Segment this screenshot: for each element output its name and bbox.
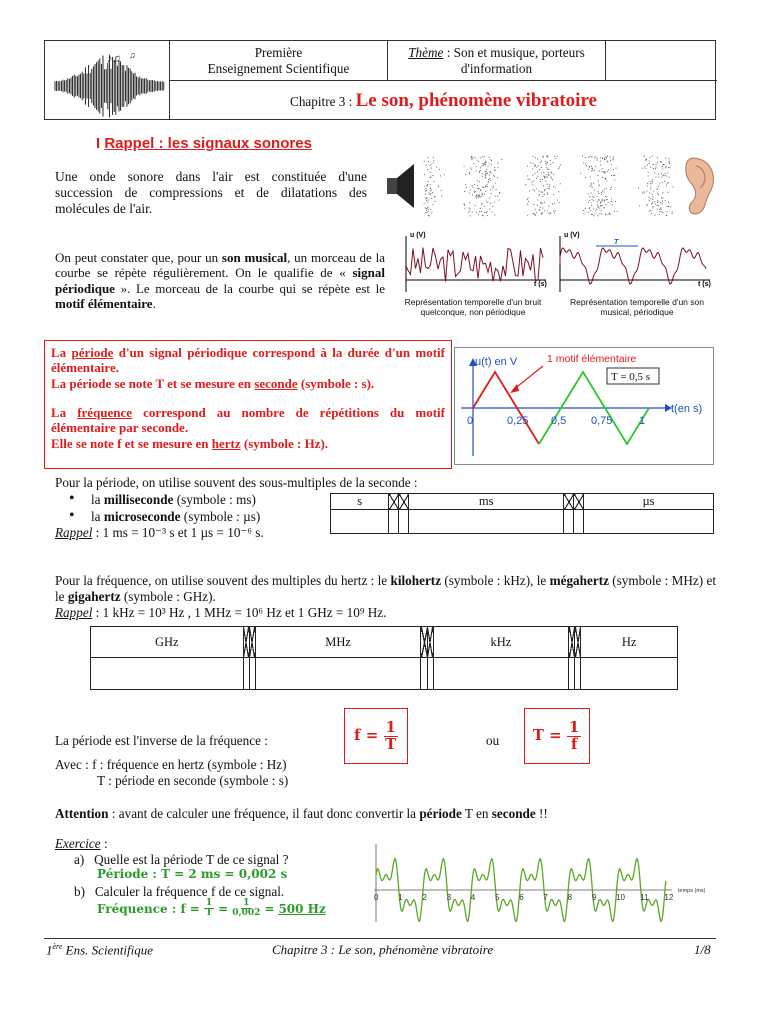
wave-tick: 8 — [567, 893, 573, 902]
music-axis-t: t (s) — [698, 281, 711, 288]
chapter-line — [170, 81, 717, 121]
freq-head-cell: GHz — [91, 627, 244, 658]
para-periodic: On peut constater que, pour un son musical, un morceau de la courbe se répète régulièrement. On le qualifie de « signal périodique ». Le morceau de la courbe qui se répète est le motif élémentaire. — [55, 250, 385, 311]
wave-tick: 2 — [422, 893, 427, 902]
period-box: T = 0,5 s — [611, 371, 651, 383]
period-units-intro: Pour la période, on utilise souvent des sous-multiples de la seconde : — [55, 475, 418, 490]
freq-input-cell[interactable] — [91, 658, 244, 690]
period-head-cell: ms — [409, 494, 564, 510]
freq-head-cell: kHz — [433, 627, 568, 658]
theme-text: : Son et musique, porteurs d'information — [443, 45, 585, 76]
section-title: Rappel : les signaux sonores — [104, 135, 312, 152]
exercise-wave-plot — [366, 838, 716, 926]
ou-text: ou — [486, 733, 500, 748]
triangle-tick: 0 — [467, 415, 474, 427]
avec-line1: Avec : f : fréquence en hertz (symbole : Hz) — [55, 757, 287, 772]
svg-text:♪♫: ♪♫ — [107, 53, 121, 65]
period-input-cell[interactable] — [574, 510, 584, 534]
definition-box: La période d'un signal périodique correspond à la durée d'un motif élémentaire. La période se note T et se mesure en seconde (symbole : s). La fréquence correspond au nombre de répétitions du motif élémentaire par seconde. Elle se note f et se mesure en hertz (symbole : Hz). — [44, 340, 452, 469]
formula-T: T = $\frac{1}{f}$ — [524, 708, 590, 764]
header-logo-cell — [45, 41, 170, 119]
period-input-cell[interactable] — [583, 510, 713, 534]
freq-input-cell[interactable] — [433, 658, 568, 690]
question-b: b) Calculer la fréquence f de ce signal. — [74, 884, 285, 899]
def-frequency: fréquence — [77, 404, 133, 420]
music-axis-u: u (V) — [564, 232, 580, 239]
triangle-tick: 0,5 — [551, 415, 567, 427]
freq-rappel: Rappel : 1 kHz = 10³ Hz , 1 MHz = 10⁶ Hz et 1 GHz = 10⁹ Hz. — [55, 605, 387, 620]
noise-axis-t: t (s) — [534, 281, 547, 288]
header-level-cell — [170, 41, 388, 81]
speaker-icon — [387, 164, 414, 208]
para-sound-wave: Une onde sonore dans l'air est constituée d'une succession de compressions et de dilatations des molécules de l'air. — [55, 169, 367, 216]
period-input-cell[interactable] — [331, 510, 389, 534]
freq-input-cell[interactable] — [255, 658, 420, 690]
period-rappel: Rappel : 1 ms = 10⁻³ s et 1 µs = 10⁻⁶ s. — [55, 525, 264, 540]
freq-input-cell[interactable] — [581, 658, 678, 690]
def-period: période — [71, 345, 114, 360]
chapter-prefix: Chapitre 3 : — [290, 94, 356, 109]
freq-head-cell: Hz — [581, 627, 678, 658]
period-head-cell: µs — [583, 494, 713, 510]
period-input-cell[interactable] — [399, 510, 409, 534]
level-line1: Première — [254, 45, 303, 60]
air-molecules — [424, 155, 674, 216]
triangle-plot-svg — [455, 348, 715, 466]
section-number: I — [96, 135, 101, 152]
header-empty-cell — [606, 41, 717, 81]
exercise-title: Exercice : — [55, 836, 108, 851]
wave-tick: 9 — [591, 893, 597, 902]
header-theme-cell — [388, 41, 606, 81]
music-signal — [560, 248, 706, 284]
period-label: T — [614, 239, 619, 246]
wave-tick: 1 — [398, 893, 403, 902]
footer-page: 1/8 — [694, 942, 711, 957]
footer-rule — [44, 938, 716, 939]
triangle-tick: 0,75 — [591, 415, 613, 427]
section-heading — [96, 135, 312, 153]
freq-head-cell: MHz — [255, 627, 420, 658]
wave-tick: 0 — [374, 893, 379, 902]
triangle-tick: 1 — [639, 415, 646, 427]
period-input-cell[interactable] — [409, 510, 564, 534]
triangle-ylabel: u(t) en V — [475, 356, 518, 368]
item-microsecond: • la microseconde (symbole : µs) — [44, 509, 260, 526]
theme-label: Thème — [408, 45, 444, 60]
footer-left: 1ère Ens. Scientifique — [46, 942, 154, 958]
caption-noise: Représentation temporelle d'un bruit quelconque, non périodique — [404, 297, 542, 317]
level-line2: Enseignement Scientifique — [207, 60, 350, 76]
footer-center: Chapitre 3 : Le son, phénomène vibratoire — [272, 942, 494, 957]
attention-line: Attention : avant de calculer une fréquence, il faut donc convertir la période T en seconde !! — [55, 806, 548, 821]
wave-tick: 7 — [543, 893, 548, 902]
sound-wave-illustration — [384, 152, 722, 220]
chapter-title: Le son, phénomène vibratoire — [355, 90, 597, 111]
period-head-cell: s — [331, 494, 389, 510]
wave-tick: 4 — [470, 893, 476, 902]
period-units-table — [330, 493, 714, 534]
period-head-cell — [399, 494, 409, 510]
answer-b: Fréquence : f = $\frac{1}{T}$ = $\frac{1}{0,002}$ = 500 Hz — [97, 898, 326, 919]
wave-tick: 11 — [640, 893, 649, 902]
triangle-tick: 0,25 — [507, 415, 529, 427]
period-input-cell[interactable] — [389, 510, 399, 534]
wave-tick: 10 — [616, 893, 625, 902]
wave-tick: 3 — [446, 893, 452, 902]
wave-tick: 6 — [519, 893, 524, 902]
wave-xlabel: temps (ms) — [678, 888, 706, 894]
triangle-xlabel: t(en s) — [671, 403, 703, 415]
period-head-cell — [389, 494, 399, 510]
svg-text:♫: ♫ — [129, 50, 136, 60]
ear-icon — [686, 158, 714, 214]
period-units-list — [44, 492, 260, 525]
triangle-plot — [454, 347, 714, 465]
wave-tick: 12 — [664, 893, 674, 902]
relation-text: La période est l'inverse de la fréquence : — [55, 733, 268, 748]
period-head-cell — [564, 494, 574, 510]
period-input-cell[interactable] — [564, 510, 574, 534]
caption-music: Représentation temporelle d'un son musical, périodique — [570, 297, 704, 317]
sound-wave-logo — [47, 42, 169, 120]
signal-plots — [396, 224, 714, 324]
question-a: a) Quelle est la période T de ce signal ? — [74, 852, 289, 867]
freq-units-intro: Pour la fréquence, on utilise souvent des multiples du hertz : le kilohertz (symbole : kHz), le mégahertz (symbole : MHz) et le gigahertz (symbole : GHz). — [55, 573, 717, 604]
answer-a: Période : T = 2 ms = 0,002 s — [97, 867, 288, 881]
wave-tick: 5 — [495, 893, 500, 902]
noise-signal — [406, 248, 543, 282]
avec-line2: T : période en seconde (symbole : s) — [97, 773, 289, 788]
formula-f: f = $\frac{1}{T}$ — [344, 708, 408, 764]
item-millisecond: • la milliseconde (symbole : ms) — [44, 492, 260, 509]
header-box — [44, 40, 716, 120]
noise-axis-u: u (V) — [410, 232, 426, 239]
motif-label: 1 motif élémentaire — [547, 353, 637, 365]
freq-units-table — [90, 626, 678, 690]
period-head-cell — [574, 494, 584, 510]
